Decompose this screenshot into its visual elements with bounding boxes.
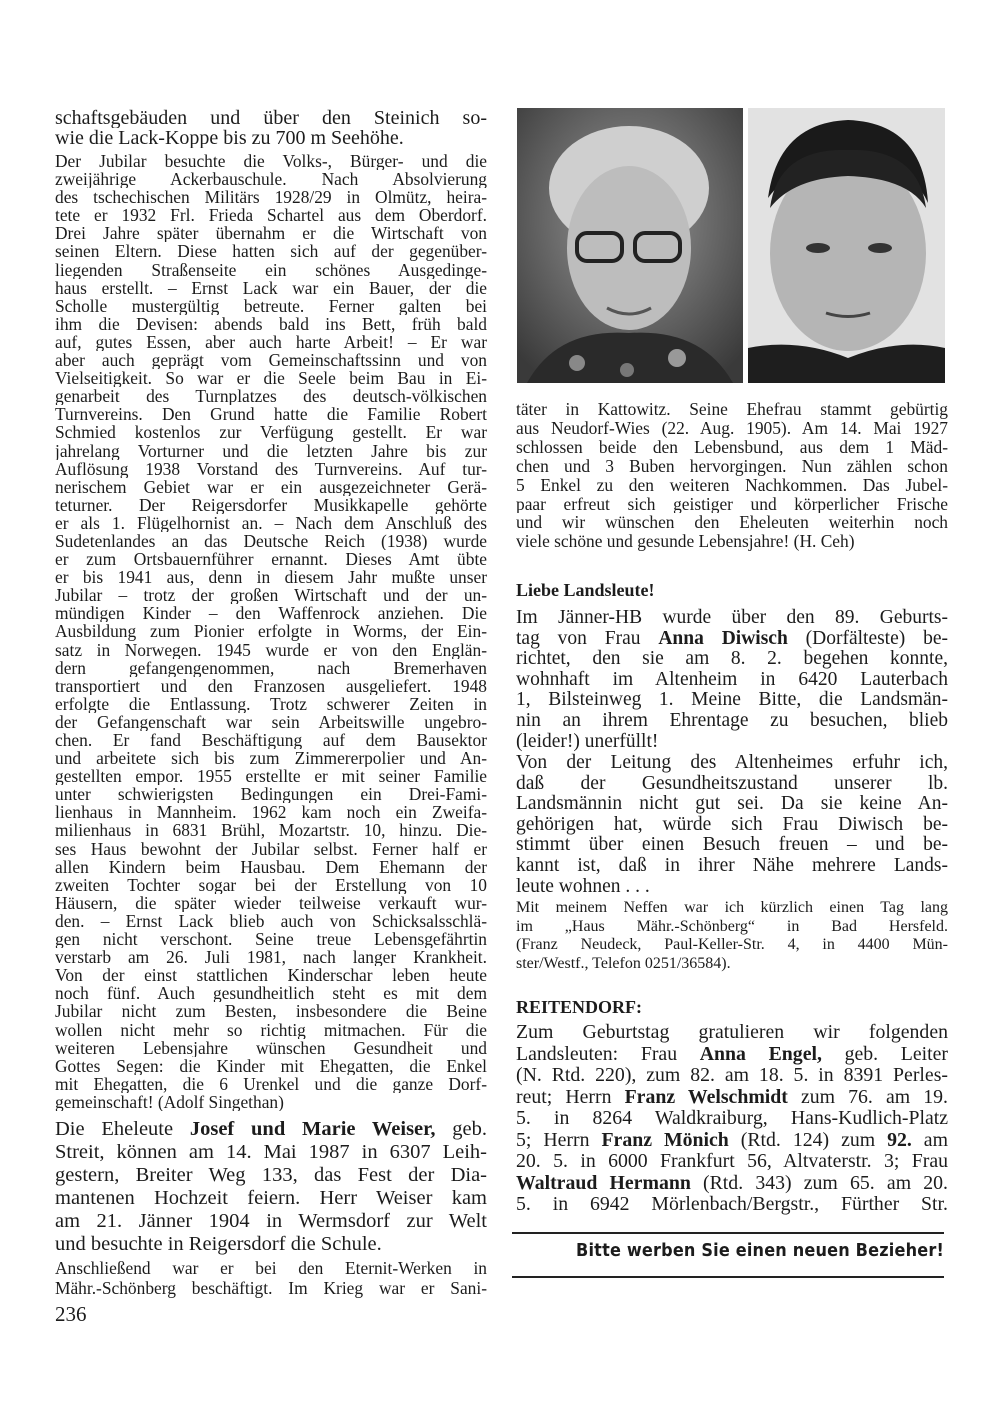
bold-name: Franz Mönich (601, 1129, 729, 1151)
text-line: Streit, können am 14. Mai 1987 in 6307 Leih- (55, 1141, 487, 1163)
text-line: gestellten empor. 1955 erstellte er mit seiner Familie (55, 767, 487, 786)
bold-name: Waltraud Hermann (516, 1172, 691, 1194)
text-line: Vielseitigkeit. So war er die Seele beim Bau in Ei- (55, 369, 487, 388)
weiser-article-lead (55, 1118, 487, 1256)
bold-name: Anna Diwisch (658, 628, 788, 649)
text-line (55, 1118, 487, 1141)
text-line (516, 1087, 948, 1109)
text-line (516, 1173, 948, 1195)
text-line: er zum Ortsbauernführer ernannt. Dieses Amt übte (55, 550, 487, 569)
text-line: mantenen Hochzeit feiern. Herr Weiser kam (55, 1187, 487, 1209)
text-line: nin an ihrem Ehrentage zu besuchen, blieb (516, 710, 948, 731)
text-line: am 21. Jänner 1904 in Wermsdorf zur Welt (55, 1210, 487, 1232)
text-line: jahrelang Vorturner und die letzten Jahre bis zur (55, 441, 487, 460)
text-line: transportiert und den Franzosen ausgeliefert. 1948 (55, 676, 487, 695)
photo-josef-weiser (748, 108, 945, 383)
text-line: satz in Norwegen. 1945 wurde er von den Englän- (55, 640, 487, 659)
text-line: 5. in 6942 Mörlenbach/Bergstr., Fürther Str. (516, 1194, 948, 1215)
text-segment: (Rtd. 124) zum (728, 1129, 888, 1151)
portrait-woman-image (517, 108, 743, 383)
divider-bottom (512, 1276, 944, 1278)
text-segment: geb. Leiter (821, 1043, 948, 1065)
text-line: zweiten Tochter sogar bei der Erstellung von 10 (55, 875, 487, 894)
text-segment: tag von Frau (516, 628, 659, 649)
bold-name: Franz Welschmidt (624, 1086, 788, 1108)
text-line: Turnvereins. Den Grund hatte die Familie Robert (55, 405, 487, 424)
text-line (516, 629, 948, 650)
text-line: paar erfreut sich geistiger und körperlicher Frische (516, 494, 948, 514)
text-line: Anschließend war er bei den Eternit-Werken in (55, 1258, 487, 1278)
text-line: aber auch geprägt vom Gemeinschaftssinn und von (55, 351, 487, 370)
text-line: Landsmännin nicht gut sei. Da sie keine An- (516, 794, 948, 815)
text-line: mit Ehegatten, die 6 Urenkel und die ganze Dorf- (55, 1074, 487, 1093)
bold-name: 92. (887, 1129, 912, 1151)
text-line: 20. 5. in 6000 Frankfurt 56, Altvaterstr. 3; Frau (516, 1151, 948, 1172)
text-line: daß der Gesundheitszustand unserer lb. (516, 773, 948, 794)
text-line: Sudetenlandes an das Deutsche Reich (1938) wurde (55, 531, 487, 551)
text-line: Von der Leitung des Altenheimes erfuhr ich, (516, 753, 948, 773)
text-segment: 5; Herrn (516, 1129, 602, 1151)
text-line: 5. in 8264 Waldkraiburg, Hans-Kudlich-Platz (516, 1108, 948, 1129)
text-line: dern gefangengenommen, nach Bremerhaven (55, 658, 487, 677)
text-line: täter in Kattowitz. Seine Ehefrau stammt gebürtig (516, 400, 948, 419)
text-line: tete er 1932 Frl. Frieda Schartel aus dem Oberdorf. (55, 206, 487, 225)
intro-paragraph (55, 108, 487, 148)
text-line: stimmt über einen Besuch freuen – und be- (516, 835, 948, 856)
text-line: ihm die Devisen: abends bald ins Bett, früh bald (55, 314, 487, 333)
text-line: milienhaus in 6831 Brühl, Mozartstr. 10, hinzu. Die- (55, 821, 487, 840)
text-line: er als 1. Flügelhornist an. – Nach dem Anschluß des (55, 513, 487, 532)
weiser-article-continued (55, 1258, 487, 1298)
text-line: Gottes Segen: die Kinder mit Ehegatten, die Enkel (55, 1056, 487, 1075)
text-line: genarbeit des Turnplatzes des deutsch-völkischen (55, 387, 487, 406)
text-line: Im Jänner-HB wurde über den 89. Geburts- (516, 608, 948, 628)
bold-name: Josef und Marie Weiser, (189, 1118, 436, 1140)
text-line (516, 1044, 948, 1066)
portrait-man-image (748, 108, 945, 383)
text-line: Schmied kostenlos zur Verfügung gestellt. Er war (55, 423, 487, 442)
text-line: (N. Rtd. 220), zum 82. am 18. 5. in 8391 Perles- (516, 1065, 948, 1086)
text-line: wohnhaft im Altenheim in 6420 Lauterbach (516, 669, 948, 690)
text-line: gestern, Breiter Weg 133, das Fest der Dia- (55, 1164, 487, 1186)
text-line: leute wohnen . . . (516, 876, 650, 897)
text-line: liegenden Straßenseite ein schönes Ausgedinge- (55, 260, 487, 279)
photo-marie-weiser (517, 108, 743, 383)
text-line: Häusern, die später wieder teilweise verkauft wur- (55, 893, 487, 912)
text-line: im „Haus Mähr.-Schönberg“ in Bad Hersfeld. (516, 917, 948, 935)
text-line: er bis 1941 aus, denn in diesem Jahr mußte unser (55, 568, 487, 587)
text-line: 1, Bilsteinweg 1. Meine Bitte, die Landsmän- (516, 690, 948, 711)
text-line: lienhaus in Mannheim. 1962 kam noch ein Zweifa- (55, 803, 487, 822)
text-line: Zum Geburtstag gratulieren wir folgenden (516, 1022, 948, 1043)
text-line: Scholle mustergültig betreute. Ferner galten bei (55, 296, 487, 315)
text-line: zweijährige Ackerbauschule. Nach Absolvierung (55, 170, 487, 189)
text-segment: (Dorfälteste) be- (787, 628, 948, 649)
text-line: (leider!) unerfüllt! (516, 731, 659, 752)
text-segment: reut; Herrn (516, 1086, 625, 1108)
text-line: kannt ist, daß in ihrer Nähe mehrere Lands- (516, 855, 948, 876)
text-line: nerischem Gebiet war er ein ausgezeichneter Gerä- (55, 477, 487, 496)
text-segment: zum 76. am 19. (787, 1086, 948, 1108)
text-line: erfolgte die Entlassung. Trotz schwerer Zeiten in (55, 694, 487, 713)
liebe-landsleute-paragraph-1 (516, 608, 948, 752)
text-line: und arbeitete sich bis zum Zimmererpolier und An- (55, 749, 487, 768)
text-line: ster/Westf., Telefon 0251/36584). (516, 954, 731, 972)
text-line: (Franz Neudeck, Paul-Keller-Str. 4, in 4400 Mün- (516, 936, 948, 953)
text-line: gehörigen hat, würde sich Frau Diwisch be- (516, 814, 948, 835)
text-line: aus Neudorf-Wies (22. Aug. 1905). Am 14. Mai 1927 (516, 418, 948, 438)
text-line: allen Kindern beim Hausbau. Dem Ehemann der (55, 857, 487, 876)
text-line: richtet, den sie am 8. 2. begehen konnte, (516, 649, 948, 670)
text-line: und wir wünschen den Eheleuten weiterhin noch (516, 513, 948, 533)
text-segment: am (911, 1129, 948, 1151)
reitendorf-birthdays (516, 1022, 948, 1216)
liebe-landsleute-paragraph-2 (516, 753, 948, 897)
heading-reitendorf: REITENDORF: (516, 997, 643, 1017)
page-number: 236 (55, 1302, 87, 1326)
text-segment: Landsleuten: Frau (516, 1043, 700, 1065)
text-line: auf, gutes Essen, aber auch harte Arbeit! – Er war (55, 332, 487, 352)
text-line: chen. Er fand Beschäftigung auf dem Bausektor (55, 731, 487, 750)
text-segment: Die Eheleute (55, 1118, 190, 1140)
text-line: noch fünf. Auch gesundheitlich steht es mit dem (55, 984, 487, 1003)
text-line: ses Haus bewohnt der Jubilar selbst. Ferner half er (55, 839, 487, 858)
text-line: Jubilar nicht zum Besten, insbesondere die Beine (55, 1002, 487, 1021)
text-line: schaftsgebäuden und über den Steinich so- (55, 108, 487, 128)
text-line: Ausbildung zum Pionier erfolgte in Worms, der Ein- (55, 622, 487, 641)
text-line: teturner. Der Reigersdorfer Musikkapelle gehörte (55, 495, 487, 514)
heading-liebe-landsleute: Liebe Landsleute! (516, 580, 655, 600)
text-line: unter schwierigsten Bedingungen ein Drei-Fami- (55, 785, 487, 804)
subscriber-banner: Bitte werben Sie einen neuen Bezieher! (576, 1241, 944, 1261)
weiser-article-end (516, 400, 948, 551)
text-line: seinen Eltern. Diese hatten sich auf der gegenüber- (55, 242, 487, 261)
text-line: chen und 3 Buben hervorgingen. Nun zählen schon (516, 456, 948, 476)
text-line: Mit meinem Neffen war ich kürzlich einen Tag lang (516, 899, 948, 916)
text-line (516, 1130, 948, 1152)
text-line: gemeinschaft! (Adolf Singethan) (55, 1092, 284, 1111)
text-line: des tschechischen Militärs 1928/29 in Olmütz, heira- (55, 188, 487, 207)
text-line: Mähr.-Schönberg beschäftigt. Im Krieg war er Sani- (55, 1278, 487, 1298)
liebe-landsleute-signature (516, 899, 948, 973)
text-segment: geb. (435, 1118, 487, 1140)
text-line: Auflösung 1938 Vorstand des Turnvereins. Auf tur- (55, 459, 487, 478)
ernst-lack-article (55, 152, 487, 1111)
text-line: Der Jubilar besuchte die Volks-, Bürger- und die (55, 152, 487, 171)
bold-name: Anna Engel, (699, 1043, 822, 1065)
text-line: und besuchte in Reigersdorf die Schule. (55, 1233, 382, 1255)
text-line: mündigen Kinder – den Waffenrock anziehen. Die (55, 604, 487, 623)
text-line: verstarb am 26. Juli 1981, nach langer Krankheit. (55, 948, 487, 967)
text-line: Von der einst stattlichen Kinderschar leben heute (55, 966, 487, 985)
text-line: den. – Ernst Lack blieb auch von Schicksalsschlä- (55, 911, 487, 931)
text-segment: (Rtd. 343) zum 65. am 20. (690, 1172, 948, 1194)
text-line: gen nicht verschont. Seine treue Lebensgefährtin (55, 930, 487, 949)
text-line: schlossen beide den Lebensbund, aus dem 1 Mäd- (516, 437, 948, 457)
text-line: 5 Enkel zu den weiteren Nachkommen. Das Jubel- (516, 475, 948, 495)
text-line: wollen nicht mehr so richtig mitmachen. Für die (55, 1020, 487, 1039)
text-line: weiteren Lebensjahre wünschen Gesundheit und (55, 1038, 487, 1057)
text-line: viele schöne und gesunde Lebensjahre! (H. Ceh) (516, 532, 855, 552)
divider-top (512, 1232, 944, 1234)
text-line: der Gefangenschaft war sein Arbeitswille ungebro- (55, 712, 487, 731)
text-line: wie die Lack-Koppe bis zu 700 m Seehöhe. (55, 128, 404, 148)
text-line: Drei Jahre später übernahm er die Wirtschaft von (55, 224, 487, 243)
text-line: Jubilar – trotz der großen Wirtschaft und der un- (55, 586, 487, 605)
text-line: haus erstellt. – Ernst Lack war ein Bauer, der die (55, 278, 487, 297)
